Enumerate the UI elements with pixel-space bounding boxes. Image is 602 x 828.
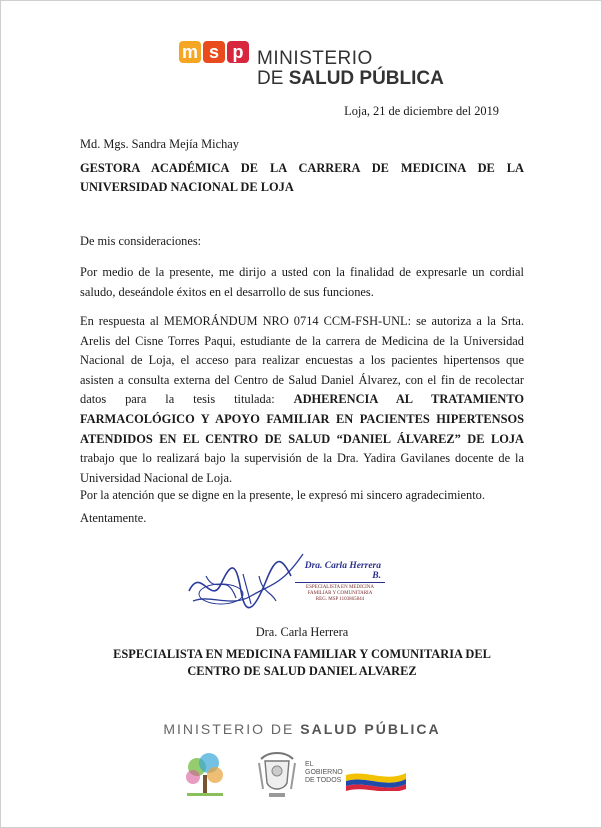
recipient: Md. Mgs. Sandra Mejía Michay [80,137,239,151]
doctor-stamp [295,561,385,603]
closing: Atentamente. [80,511,147,525]
logo-letter-p: p [227,41,249,63]
paragraph-2-intro: En respuesta al MEMORÁNDUM NRO 0714 CCM-FSH-UNL: se autoriza a la Srta. Arelis del Cisne Torres Paqui, estudiante de la carrera de Medicina de la Universidad Nacional de Loja, el acceso para realizar encuestas a los pacientes hipertensos que asisten a consulta externa del Centro de Salud Daniel Álvarez, con el fin de recolectar datos para la tesis titulada: [80,314,524,407]
logo-letter-s: s [203,41,225,63]
paragraph-2 [80,312,524,488]
paragraph-1: Por medio de la presente, me dirijo a usted con la finalidad de expresarle un cordial saludo, deseándole éxitos en el desarrollo de sus funciones. [80,265,524,299]
ecuador-coat-of-arms-icon [253,749,301,801]
stamp-role-3: REG. MSP 1103865844 [315,597,365,602]
paragraph-2-end: trabajo que lo realizará bajo la supervisión de la Dra. Yadira Gavilanes docente de la Universidad Nacional de Loja. [80,451,524,485]
signer-name: Dra. Carla Herrera [255,625,349,639]
stamp-name: Dra. Carla Herrera B. [304,561,381,581]
handwritten-signature [181,546,311,616]
footer-bold: SALUD PÚBLICA [300,721,441,737]
tree-of-life-logo [179,749,231,801]
footer-prefix: MINISTERIO DE [163,721,301,737]
paragraph-3: Por la atención que se digne en la presente, le expresó mi sincero agradecimiento. [80,488,485,502]
flag-stripes-icon [346,769,406,791]
gov-line-2: GOBIERNO [305,769,343,776]
stamp-role-1: ESPECIALISTA EN MEDICINA [306,585,374,590]
ministry-name-line1: MINISTERIO [257,48,373,69]
signer-title-line2: CENTRO DE SALUD DANIEL ALVAREZ [187,664,417,678]
signer-title-line1: ESPECIALISTA EN MEDICINA FAMILIAR Y COMUNITARIA DEL [113,647,491,661]
gov-line-1: EL [305,761,314,768]
thesis-title: ADHERENCIA AL TRATAMIENTO FARMACOLÓGICO Y APOYO FAMILIAR EN PACIENTES HIPERTENSOS ATENDIDOS EN EL CENTRO DE SALUD “DANIEL ÁLVAREZ” DE LOJA [80,392,525,446]
gov-line-3: DE TODOS [305,777,342,784]
ministry-name-line2 [257,69,444,89]
ministry-name [257,49,444,89]
footer-ministry [1,721,602,737]
signer-title [1,646,602,680]
letter-date: Loja, 21 de diciembre del 2019 [344,104,499,118]
greeting: De mis consideraciones: [80,234,202,248]
stamp-role-2: FAMILIAR Y COMUNITARIA [307,591,373,596]
ministry-bold: SALUD PÚBLICA [288,68,444,89]
ministry-prefix: DE [257,68,289,89]
recipient-title: GESTORA ACADÉMICA DE LA CARRERA DE MEDICINA DE LA UNIVERSIDAD NACIONAL DE LOJA [80,161,524,194]
gobierno-de-todos-logo [305,761,343,785]
stamp-divider [295,582,385,583]
logo-letter-m: m [179,41,201,63]
